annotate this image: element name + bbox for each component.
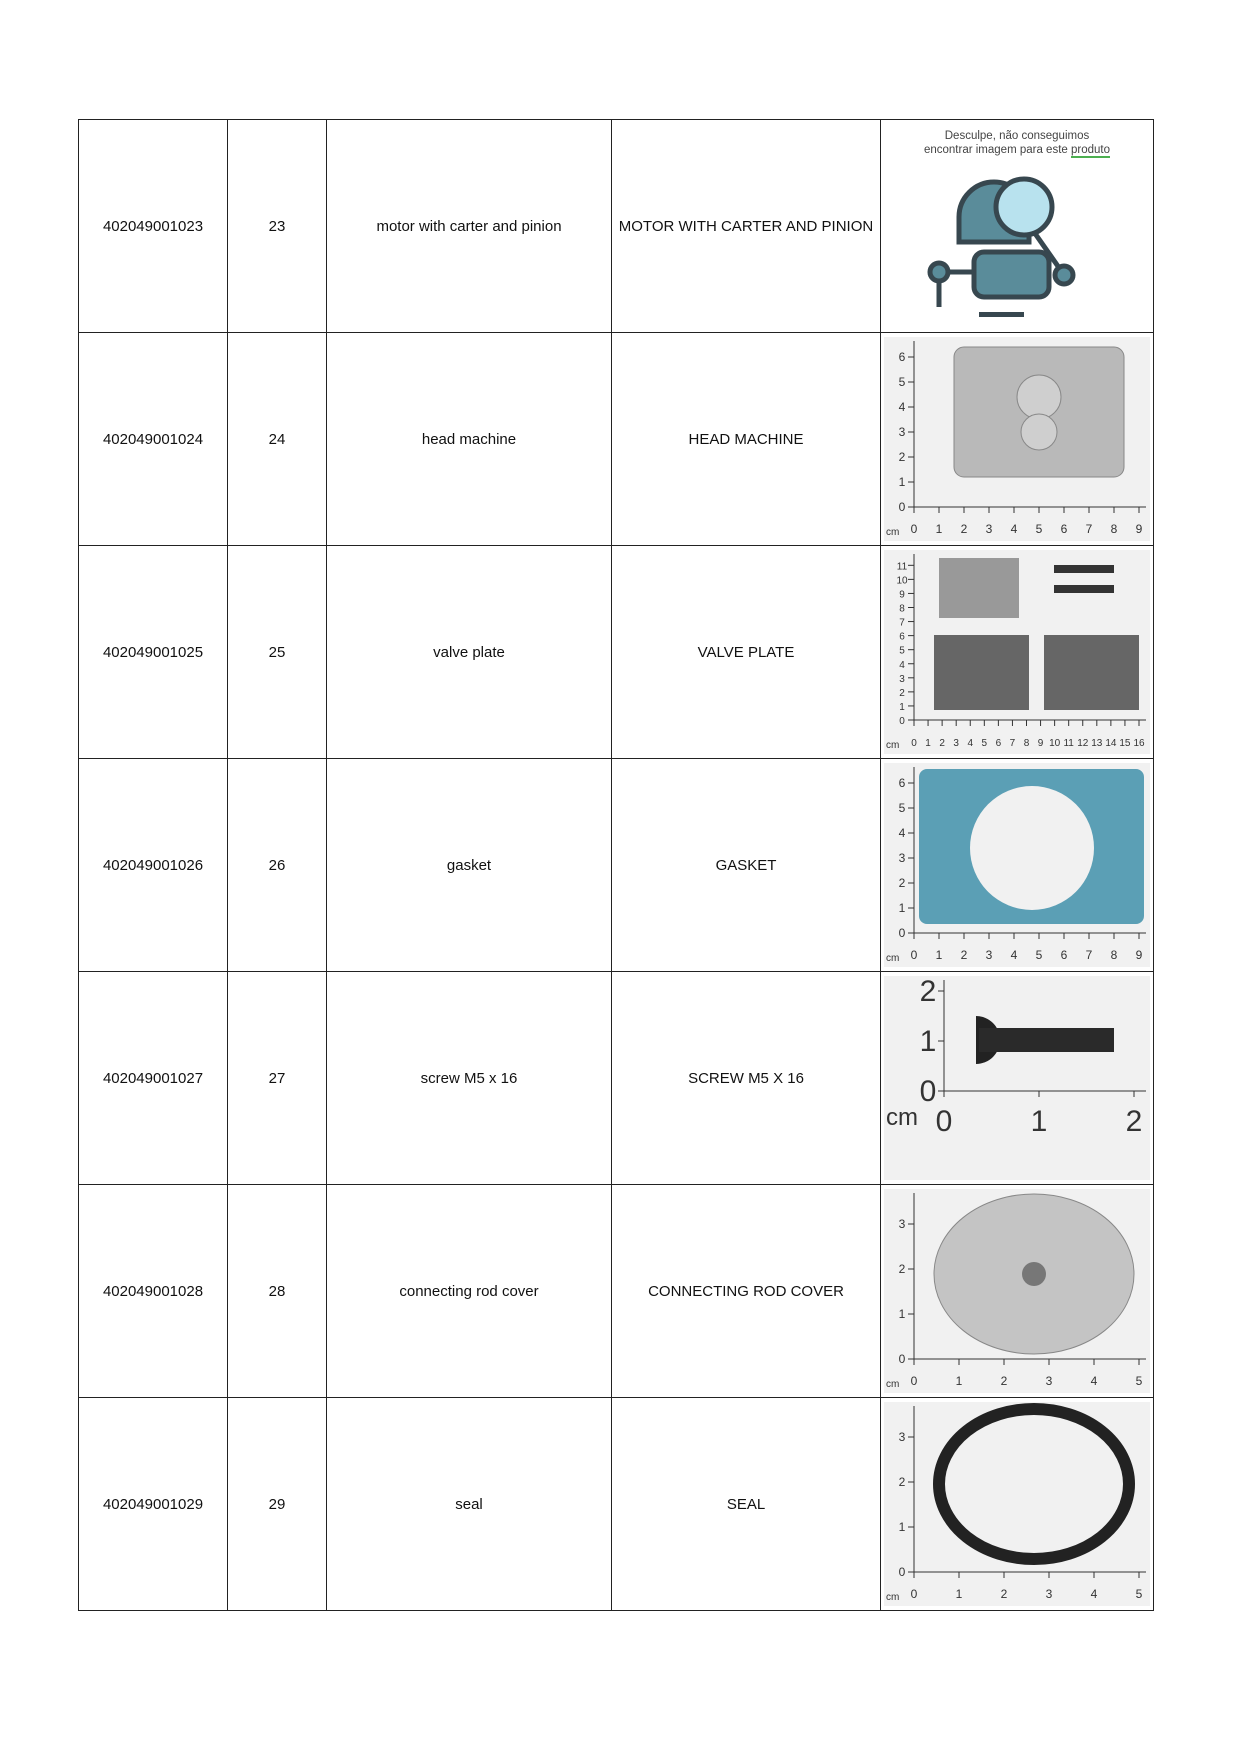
svg-text:1: 1: [925, 738, 931, 749]
svg-text:0: 0: [898, 500, 906, 514]
position-number: 27: [228, 972, 327, 1185]
svg-text:4: 4: [1010, 522, 1018, 536]
svg-text:cm: cm: [886, 953, 900, 964]
svg-text:3: 3: [898, 425, 906, 439]
svg-text:1: 1: [898, 1520, 906, 1534]
svg-text:3: 3: [1045, 1374, 1053, 1388]
position-number: 23: [228, 120, 327, 333]
svg-text:13: 13: [1091, 738, 1103, 749]
svg-text:0: 0: [911, 738, 917, 749]
svg-text:2: 2: [919, 976, 937, 1008]
part-image: [881, 333, 1154, 546]
svg-text:cm: cm: [886, 740, 900, 751]
svg-text:5: 5: [1135, 1587, 1143, 1601]
svg-text:9: 9: [899, 589, 905, 601]
svg-text:7: 7: [1009, 738, 1016, 749]
parts-table: [78, 119, 1154, 1611]
svg-text:2: 2: [898, 1262, 906, 1276]
description: seal: [327, 1398, 612, 1611]
svg-text:4: 4: [1010, 948, 1018, 962]
svg-text:0: 0: [910, 948, 918, 962]
part-code: 402049001028: [79, 1185, 228, 1398]
svg-text:1: 1: [898, 1307, 906, 1321]
svg-text:12: 12: [1077, 738, 1089, 749]
svg-text:10: 10: [896, 575, 908, 587]
svg-text:5: 5: [898, 801, 906, 815]
svg-text:4: 4: [967, 738, 974, 749]
svg-text:3: 3: [898, 1217, 906, 1231]
table-row: [79, 972, 1154, 1185]
svg-text:2: 2: [898, 1475, 906, 1489]
part-image: [881, 120, 1154, 333]
svg-text:3: 3: [1045, 1587, 1053, 1601]
valve-plate-photo: [884, 550, 1150, 754]
description-upper: GASKET: [612, 759, 881, 972]
robot-magnifier-icon: [884, 157, 1150, 327]
position-number: 24: [228, 333, 327, 546]
svg-text:2: 2: [1000, 1587, 1008, 1601]
part-code: 402049001023: [79, 120, 228, 333]
svg-text:0: 0: [910, 522, 918, 536]
svg-text:1: 1: [935, 522, 943, 536]
svg-text:1: 1: [898, 475, 906, 489]
svg-text:5: 5: [1135, 1374, 1143, 1388]
description-upper: SCREW M5 X 16: [612, 972, 881, 1185]
description-upper: CONNECTING ROD COVER: [612, 1185, 881, 1398]
svg-text:2: 2: [898, 876, 906, 890]
svg-text:0: 0: [898, 1565, 906, 1579]
svg-text:3: 3: [899, 673, 905, 685]
svg-text:9: 9: [1135, 948, 1143, 962]
svg-text:9: 9: [1135, 522, 1143, 536]
description: gasket: [327, 759, 612, 972]
screw-photo: [884, 976, 1150, 1180]
svg-text:0: 0: [919, 1075, 937, 1108]
svg-text:1: 1: [935, 948, 943, 962]
part-image: [881, 759, 1154, 972]
table-row: [79, 546, 1154, 759]
description: valve plate: [327, 546, 612, 759]
svg-text:11: 11: [1063, 738, 1074, 749]
description-upper: SEAL: [612, 1398, 881, 1611]
svg-text:7: 7: [899, 617, 905, 629]
svg-text:6: 6: [995, 738, 1002, 749]
svg-text:2: 2: [1000, 1374, 1008, 1388]
description-upper: MOTOR WITH CARTER AND PINION: [612, 120, 881, 333]
table-row: [79, 1398, 1154, 1611]
svg-text:16: 16: [1133, 738, 1145, 749]
svg-text:3: 3: [985, 522, 993, 536]
svg-text:2: 2: [898, 450, 906, 464]
svg-text:4: 4: [1090, 1374, 1098, 1388]
svg-text:11: 11: [896, 561, 908, 573]
svg-text:cm: cm: [886, 1379, 900, 1390]
svg-text:6: 6: [1060, 948, 1068, 962]
svg-text:0: 0: [910, 1587, 918, 1601]
svg-text:1: 1: [919, 1025, 937, 1058]
svg-text:6: 6: [899, 631, 905, 643]
no-image-text-1: Desculpe, não conseguimos: [944, 130, 1090, 142]
no-image-text-2: encontrar imagem para este: [923, 144, 1071, 156]
position-number: 29: [228, 1398, 327, 1611]
gasket-photo: [884, 763, 1150, 967]
svg-text:4: 4: [1090, 1587, 1098, 1601]
svg-text:1: 1: [898, 901, 906, 915]
part-code: 402049001027: [79, 972, 228, 1185]
part-code: 402049001025: [79, 546, 228, 759]
table-row: [79, 759, 1154, 972]
position-number: 25: [228, 546, 327, 759]
svg-text:1: 1: [955, 1587, 963, 1601]
svg-text:6: 6: [898, 350, 906, 364]
svg-text:7: 7: [1085, 948, 1093, 962]
no-image-text-3: produto: [1071, 144, 1111, 156]
part-image: [881, 972, 1154, 1185]
svg-text:8: 8: [1023, 738, 1030, 749]
svg-text:1: 1: [955, 1374, 963, 1388]
svg-text:8: 8: [1110, 948, 1118, 962]
description: head machine: [327, 333, 612, 546]
svg-text:0: 0: [899, 716, 905, 727]
part-code: 402049001024: [79, 333, 228, 546]
description: connecting rod cover: [327, 1185, 612, 1398]
svg-text:3: 3: [898, 851, 906, 865]
description: screw M5 x 16: [327, 972, 612, 1185]
svg-text:5: 5: [1035, 522, 1043, 536]
head-machine-photo: [884, 337, 1150, 541]
svg-text:6: 6: [898, 776, 906, 790]
svg-text:3: 3: [953, 738, 959, 749]
svg-text:2: 2: [899, 687, 905, 699]
svg-text:2: 2: [939, 738, 945, 749]
svg-text:9: 9: [1037, 738, 1044, 749]
svg-text:4: 4: [898, 826, 906, 840]
svg-text:0: 0: [898, 926, 906, 940]
svg-text:15: 15: [1119, 738, 1131, 749]
svg-text:5: 5: [899, 645, 905, 657]
part-image: [881, 1398, 1154, 1611]
svg-text:14: 14: [1105, 738, 1117, 749]
svg-text:cm: cm: [886, 1592, 900, 1603]
svg-text:cm: cm: [886, 527, 900, 538]
part-code: 402049001029: [79, 1398, 228, 1611]
description-upper: HEAD MACHINE: [612, 333, 881, 546]
svg-text:6: 6: [1060, 522, 1068, 536]
svg-text:4: 4: [898, 400, 906, 414]
svg-text:8: 8: [899, 603, 905, 615]
table-row: [79, 120, 1154, 333]
seal-photo: [884, 1402, 1150, 1606]
table-row: [79, 333, 1154, 546]
part-image: [881, 1185, 1154, 1398]
svg-text:0: 0: [910, 1374, 918, 1388]
svg-text:3: 3: [985, 948, 993, 962]
svg-text:5: 5: [981, 738, 988, 749]
no-image-notice: [883, 125, 1151, 157]
svg-text:0: 0: [935, 1105, 953, 1138]
svg-text:2: 2: [960, 948, 968, 962]
table-row: [79, 1185, 1154, 1398]
part-code: 402049001026: [79, 759, 228, 972]
svg-text:10: 10: [1049, 738, 1061, 749]
svg-text:5: 5: [1035, 948, 1043, 962]
svg-text:0: 0: [898, 1352, 906, 1366]
svg-text:8: 8: [1110, 522, 1118, 536]
rod-cover-photo: [884, 1189, 1150, 1393]
description: motor with carter and pinion: [327, 120, 612, 333]
svg-text:2: 2: [960, 522, 968, 536]
svg-text:4: 4: [899, 659, 905, 671]
svg-text:2: 2: [1125, 1105, 1143, 1138]
position-number: 26: [228, 759, 327, 972]
description-upper: VALVE PLATE: [612, 546, 881, 759]
part-image: [881, 546, 1154, 759]
svg-text:1: 1: [1030, 1105, 1048, 1138]
svg-text:cm: cm: [886, 1104, 918, 1131]
svg-text:3: 3: [898, 1430, 906, 1444]
svg-text:1: 1: [899, 701, 905, 713]
svg-text:5: 5: [898, 375, 906, 389]
svg-text:7: 7: [1085, 522, 1093, 536]
position-number: 28: [228, 1185, 327, 1398]
